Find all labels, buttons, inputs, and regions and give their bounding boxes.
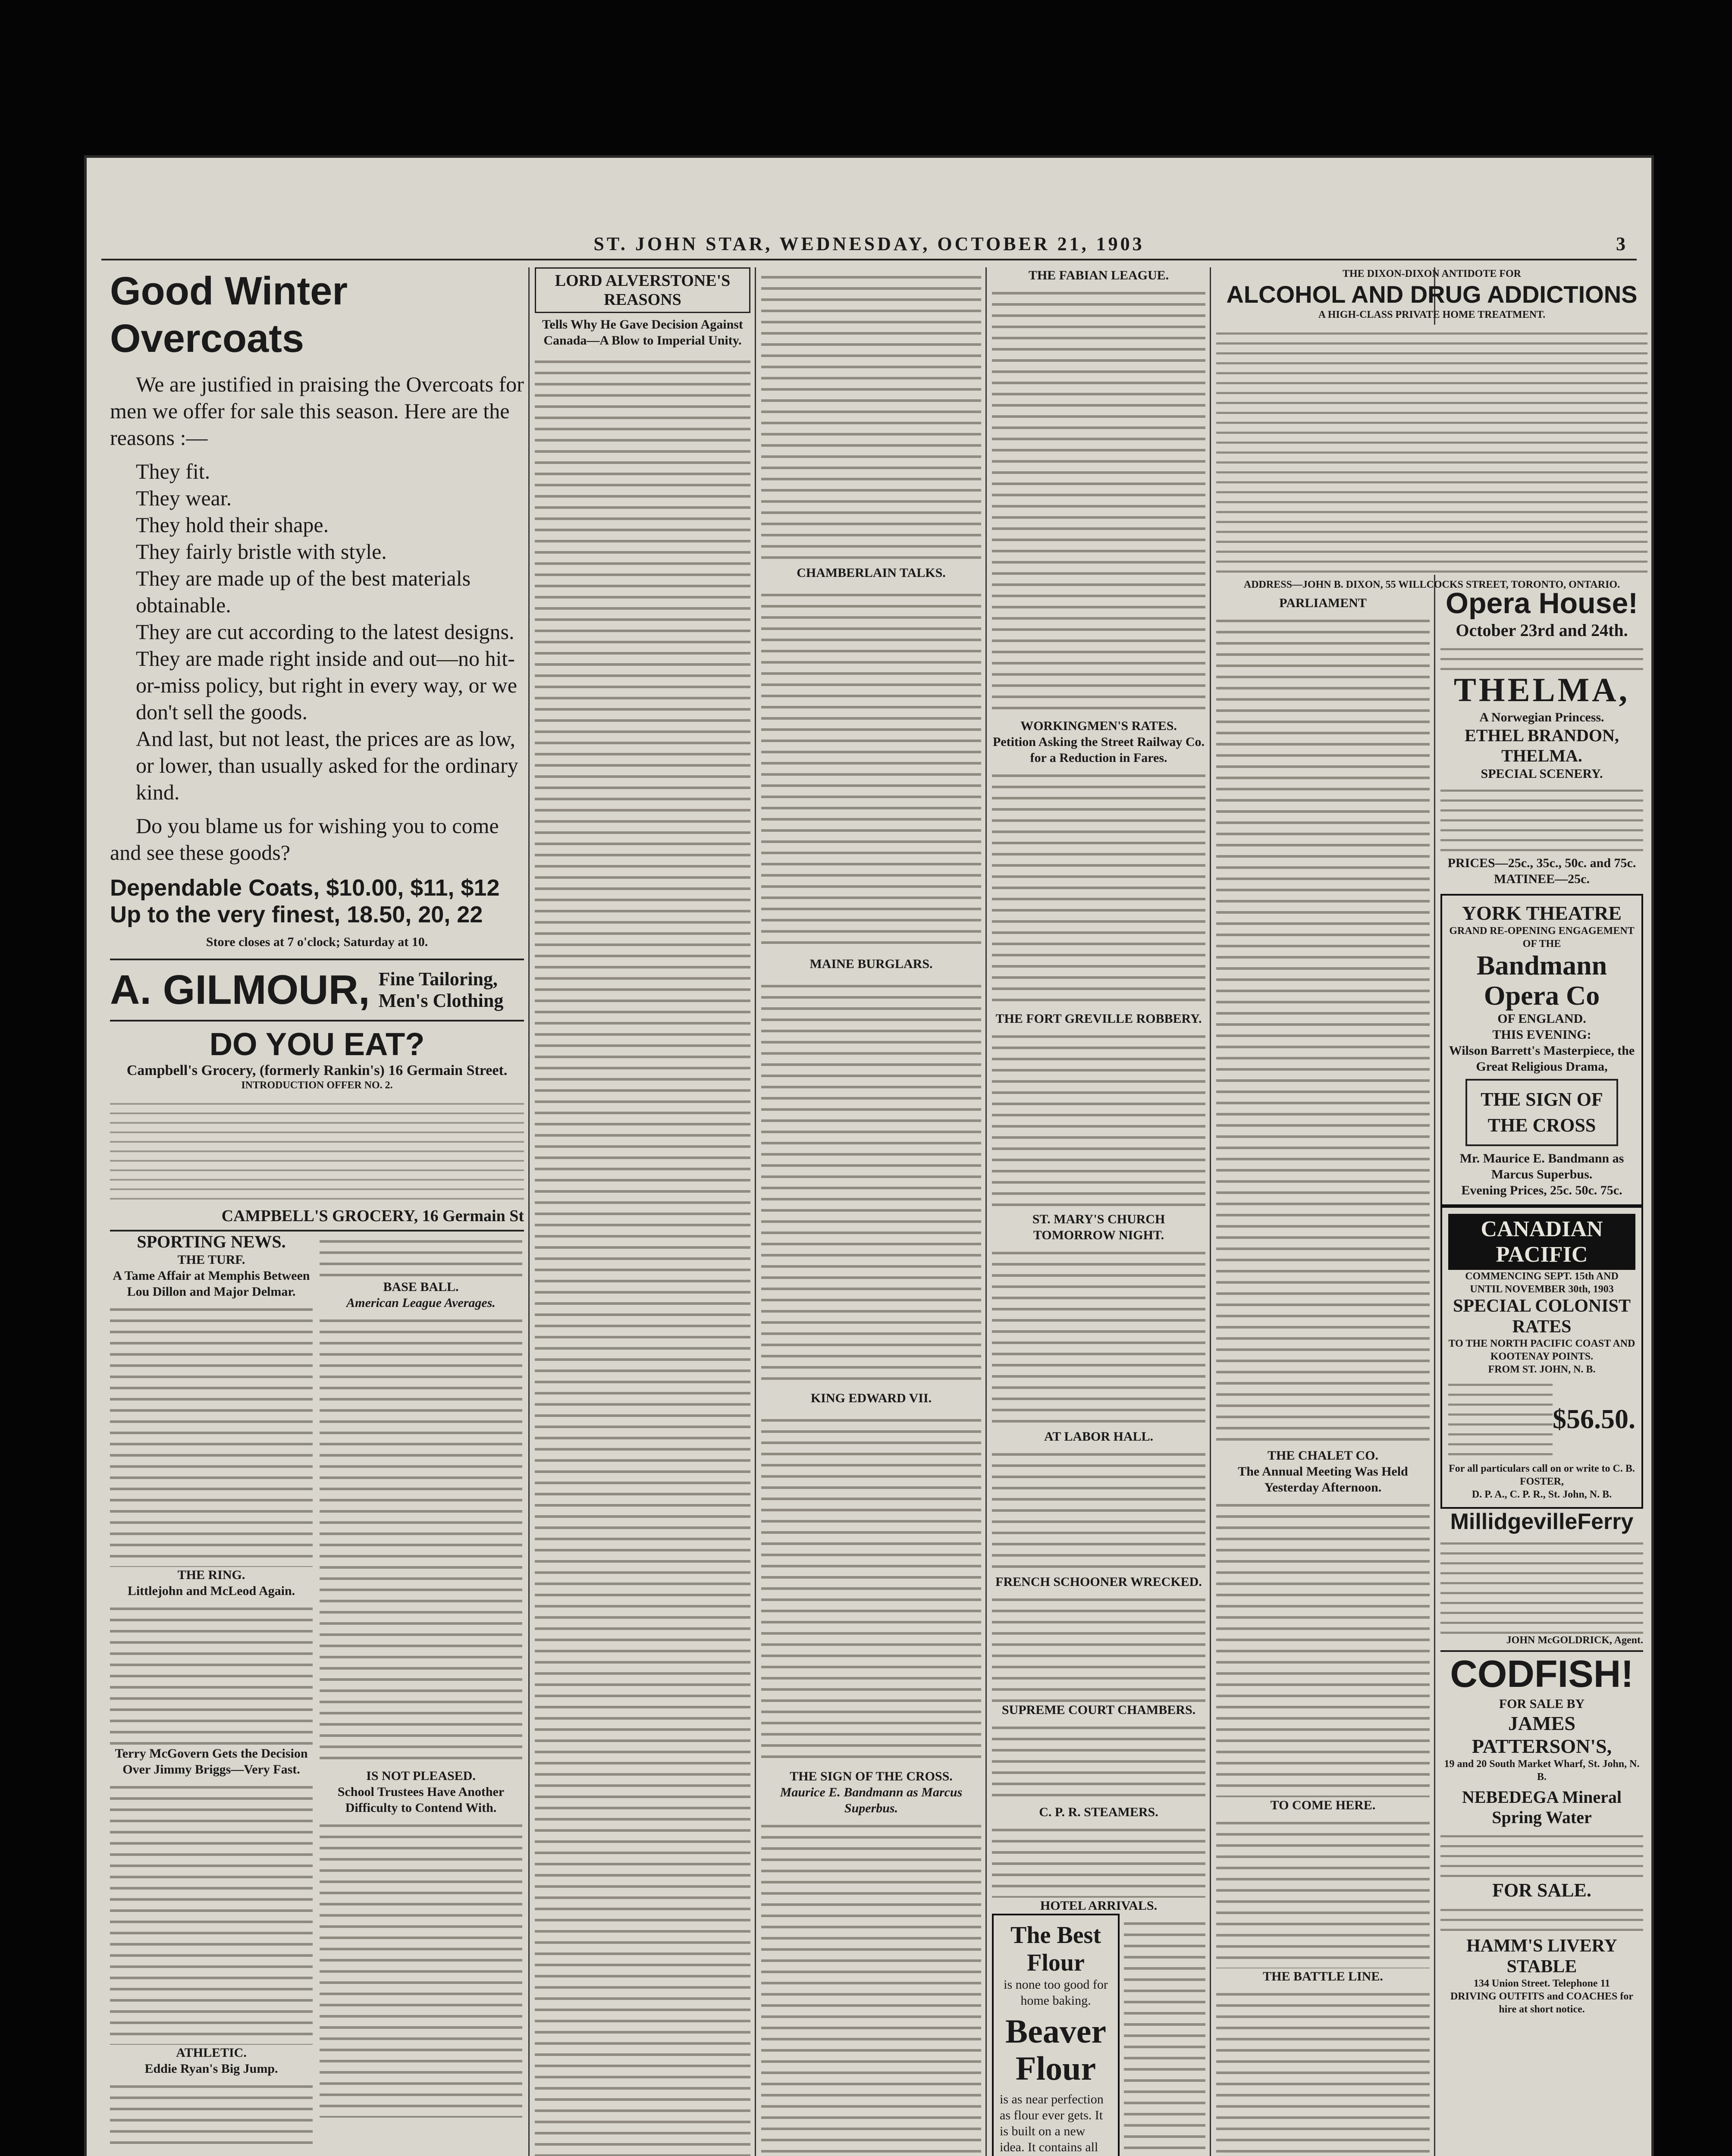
beaver-flour-ad [992, 1914, 1120, 2156]
this-evening: THIS EVENING: [1492, 1028, 1591, 1042]
battle-line-head: THE BATTLE LINE. [1263, 1969, 1383, 1984]
flour-brand: Beaver Flour [1005, 2012, 1106, 2087]
ring-head: THE RING. [177, 1568, 245, 1582]
opera-body [1440, 640, 1643, 671]
chalet-subhead: The Annual Meeting Was Held Yesterday Afternoon. [1238, 1464, 1408, 1495]
reason-item: And last, but not least, the prices are as low, or lower, than usually asked for the ordinary kind. [136, 727, 518, 804]
king-article [761, 1410, 981, 1764]
york-title: YORK THEATRE [1462, 902, 1622, 924]
sign-of-cross-title: THE SIGN OF THE CROSS [1465, 1079, 1618, 1146]
sport-headline-3: Terry McGovern Gets the Decision Over Jimmy Briggs—Very Fast. [115, 1746, 308, 1777]
reason-item: They hold their shape. [136, 513, 329, 537]
baseball-subhead: American League Averages. [346, 1296, 496, 1310]
grocery-subtitle: Campbell's Grocery, (formerly Rankin's) 16 Germain Street. [126, 1062, 508, 1078]
york-theatre-ad [1440, 894, 1643, 1206]
reason-item: They wear. [136, 486, 232, 510]
fort-head: THE FORT GREVILLE ROBBERY. [995, 1012, 1202, 1026]
overcoats-closing: Do you blame us for wishing you to come and see these goods? [110, 814, 499, 865]
cp-rate: $56.50. [1553, 1404, 1635, 1434]
parliament-article [1216, 611, 1430, 1448]
masthead [84, 233, 1654, 255]
gilmour-ad [110, 959, 524, 1014]
gilmour-tagline: Fine Tailoring, Men's Clothing [378, 968, 504, 1011]
labor-head: AT LABOR HALL. [1044, 1429, 1154, 1444]
flour-title: The Best Flour [1010, 1922, 1101, 1976]
do-you-eat-title: DO YOU EAT? [209, 1026, 425, 1062]
ferry-schedule [1440, 1535, 1643, 1634]
hamms-address: 134 Union Street. Telephone 11 [1473, 1978, 1610, 1989]
column-3-article-top [761, 267, 981, 561]
bandmann-title: Bandmann Opera Co [1476, 950, 1607, 1011]
sporting-title: SPORTING NEWS. [137, 1232, 286, 1251]
alcohol-title: ALCOHOL AND DRUG ADDICTIONS [1226, 281, 1638, 308]
ferry-title: MillidgevilleFerry [1450, 1509, 1634, 1534]
bandmann-cast: Mr. Maurice E. Bandmann as Marcus Superbus. [1459, 1151, 1624, 1181]
opera-matinee: MATINEE—25c. [1494, 872, 1590, 886]
sign-cross-subhead: Maurice E. Bandmann as Marcus Superbus. [780, 1785, 963, 1815]
dependable-coats-price: Dependable Coats, $10.00, $11, $12 [110, 875, 500, 901]
column-divider [528, 267, 530, 2156]
sport-headline-2: Littlejohn and McLeod Again. [127, 1584, 295, 1598]
chamberlain-article [761, 585, 981, 952]
column-2 [535, 267, 750, 2156]
workingmen-subhead: Petition Asking the Street Railway Co. for a Reduction in Fares. [992, 735, 1205, 765]
schooner-article [992, 1590, 1205, 1702]
canadian-pacific-title: CANADIAN PACIFIC [1448, 1214, 1635, 1270]
colonist-rates: SPECIAL COLONIST RATES [1453, 1296, 1631, 1337]
column-3 [761, 267, 981, 2156]
cp-footer: For all particulars call on or write to C. B. FOSTER, [1449, 1463, 1635, 1487]
turf-head: THE TURF. [177, 1253, 245, 1267]
thelma-title: THELMA, [1453, 671, 1630, 708]
maine-article [761, 976, 981, 1386]
court-article [992, 1718, 1205, 1804]
battle-line-article [1216, 1984, 1430, 2156]
column-divider [985, 267, 987, 2156]
athletic-head: ATHLETIC. [176, 2046, 247, 2060]
grocery-ad [110, 1020, 524, 1225]
sport-headline-4: Eddie Ryan's Big Jump. [144, 2062, 278, 2076]
opera-title: Opera House! [1446, 587, 1638, 620]
column-4 [992, 267, 1205, 2156]
overcoats-intro: We are justified in praising the Overcoats for men we offer for sale this season. Here are the reasons :— [110, 372, 524, 450]
bandmann-origin: OF ENGLAND. [1497, 1012, 1586, 1026]
baseball-head: BASE BALL. [383, 1280, 459, 1294]
alcohol-address: ADDRESS—JOHN B. DIXON, 55 WILLCOCKS STREET, TORONTO, ONTARIO. [1243, 579, 1620, 590]
ethel-brandon: ETHEL BRANDON, THELMA. [1465, 726, 1619, 765]
masthead-rule [101, 259, 1637, 260]
reason-item: They fit. [136, 459, 210, 483]
reason-item: They are made up of the best materials obtainable. [136, 566, 471, 617]
come-here-article [1216, 1813, 1430, 1968]
sport-article-5 [320, 1232, 522, 1279]
scenery-list [1440, 782, 1643, 855]
cp-destinations [1448, 1376, 1553, 1462]
from-st-john: FROM ST. JOHN, N. B. [1488, 1364, 1596, 1375]
alcohol-subtitle: A HIGH-CLASS PRIVATE HOME TREATMENT. [1318, 309, 1546, 320]
chalet-head: THE CHALET CO. [1267, 1448, 1378, 1463]
stmarys-head: ST. MARY'S CHURCH TOMORROW NIGHT. [1032, 1212, 1165, 1242]
labor-article [992, 1445, 1205, 1574]
evening-prices: Evening Prices, 25c. 50c. 75c. [1461, 1183, 1622, 1197]
not-pleased-subhead: School Trustees Have Another Difficulty to Contend With. [337, 1785, 505, 1815]
canadian-pacific-ad [1440, 1206, 1643, 1509]
cp-agent: D. P. A., C. P. R., St. John, N. B. [1472, 1489, 1612, 1500]
overcoats-ad-title: Good Winter Overcoats [110, 269, 348, 360]
ferry-agent: JOHN McGOLDRICK, Agent. [1506, 1635, 1643, 1646]
maine-head: MAINE BURGLARS. [810, 957, 933, 971]
sport-article-3 [110, 1777, 313, 2045]
sport-article-4 [110, 2077, 313, 2146]
baseball-article [320, 1311, 522, 1768]
sport-article-2 [110, 1599, 313, 1745]
sign-cross-head: THE SIGN OF THE CROSS. [790, 1769, 953, 1783]
come-here-head: TO COME HERE. [1270, 1798, 1376, 1812]
fort-article [992, 1027, 1205, 1208]
alcohol-body [1216, 325, 1647, 575]
grocery-footer: CAMPBELL'S GROCERY, 16 Germain St [221, 1207, 524, 1225]
alverstone-subhead: Tells Why He Gave Decision Against Canada—A Blow to Imperial Unity. [542, 317, 743, 348]
fabian-head: THE FABIAN LEAGUE. [1028, 268, 1169, 282]
chalet-article [1216, 1495, 1430, 1797]
chamberlain-head: CHAMBERLAIN TALKS. [797, 566, 946, 580]
sport-headline-1: A Tame Affair at Memphis Between Lou Dillon and Major Delmar. [113, 1269, 310, 1299]
court-head: SUPREME COURT CHAMBERS. [1001, 1703, 1196, 1717]
sporting-left [110, 1232, 313, 2146]
sport-article-1 [110, 1300, 313, 1567]
sporting-section [110, 1230, 524, 2146]
sign-cross-article [761, 1816, 981, 2156]
opera-prices: PRICES—25c., 35c., 50c. and 75c. [1447, 856, 1636, 870]
hotel-article [1124, 1914, 1205, 2156]
flour-body: is as near perfection as flour ever gets. It is built on a new idea. It contains all [1000, 2092, 1104, 2154]
masthead-title: ST. JOHN STAR, WEDNESDAY, OCTOBER 21, 1903 [593, 233, 1145, 254]
for-sale-body [1440, 1901, 1643, 1936]
patterson-address: 19 and 20 South Market Wharf, St. John, N. B. [1444, 1758, 1640, 1783]
hotel-head: HOTEL ARRIVALS. [1040, 1899, 1158, 1913]
column-1 [110, 267, 524, 2156]
cpr-article [992, 1820, 1205, 1898]
workingmen-article [992, 766, 1205, 1007]
parliament-section [1216, 595, 1430, 2156]
hamms-title: HAMM'S LIVERY STABLE [1466, 1936, 1617, 1977]
alcohol-top: THE DIXON-DIXON ANTIDOTE FOR [1342, 268, 1522, 279]
cp-commencing: COMMENCING SEPT. 15th AND UNTIL NOVEMBER 30th, 1903 [1465, 1271, 1619, 1295]
reasons-list [110, 458, 524, 805]
store-hours: Store closes at 7 o'clock; Saturday at 10. [206, 935, 428, 949]
for-sale-head: FOR SALE. [1492, 1880, 1591, 1901]
not-pleased-article [320, 1816, 522, 2118]
flour-subtitle: is none too good for home baking. [1004, 1977, 1108, 2008]
alverstone-article [535, 352, 750, 2156]
parliament-head: PARLIAMENT [1279, 596, 1367, 610]
opera-dates: October 23rd and 24th. [1456, 620, 1628, 640]
king-head: KING EDWARD VII. [810, 1391, 932, 1405]
thelma-subtitle: A Norwegian Princess. [1479, 710, 1604, 724]
nebedega-title: NEBEDEGA Mineral Spring Water [1462, 1787, 1622, 1827]
workingmen-head: WORKINGMEN'S RATES. [1020, 719, 1177, 733]
alcohol-ad [1216, 267, 1647, 591]
colonist-subtitle: TO THE NORTH PACIFIC COAST AND KOOTENAY POINTS. [1448, 1338, 1635, 1362]
wilson-barrett: Wilson Barrett's Masterpiece, the Great Religious Drama, [1449, 1044, 1635, 1074]
patterson-name: JAMES PATTERSON'S, [1472, 1712, 1612, 1757]
reason-item: They are made right inside and out—no hit-or-miss policy, but right in every way, or we don't sell the goods. [136, 646, 517, 724]
codfish-subtitle: FOR SALE BY [1499, 1697, 1585, 1711]
sporting-right [320, 1232, 522, 2146]
stmarys-article [992, 1243, 1205, 1429]
flour-and-hotel [992, 1914, 1205, 2156]
reason-item: They are cut according to the latest designs. [136, 620, 515, 644]
cpr-head: C. P. R. STEAMERS. [1039, 1805, 1158, 1819]
gilmour-name: A. GILMOUR, [110, 967, 370, 1013]
hamms-tagline: DRIVING OUTFITS and COACHES for hire at short notice. [1450, 1991, 1634, 2015]
codfish-title: CODFISH! [1440, 1650, 1643, 1696]
column-6 [1440, 586, 1643, 2156]
column-divider [1210, 267, 1211, 2156]
not-pleased-head: IS NOT PLEASED. [366, 1769, 476, 1783]
reason-item: They fairly bristle with style. [136, 539, 387, 564]
fabian-article [992, 283, 1205, 714]
nebedega-body [1440, 1827, 1643, 1879]
column-divider [755, 267, 756, 2156]
york-subtitle: GRAND RE-OPENING ENGAGEMENT OF THE [1449, 925, 1635, 950]
grocery-offer: INTRODUCTION OFFER NO. 2. [241, 1080, 393, 1091]
cp-rates [1448, 1376, 1635, 1462]
schooner-head: FRENCH SCHOONER WRECKED. [995, 1575, 1202, 1589]
alverstone-head: LORD ALVERSTONE'S REASONS [535, 267, 750, 313]
newspaper-page [84, 155, 1654, 2156]
special-scenery: SPECIAL SCENERY. [1481, 767, 1603, 781]
page-number: 3 [1616, 233, 1628, 254]
grocery-price-list [110, 1095, 524, 1203]
finest-coats-price: Up to the very finest, 18.50, 20, 22 [110, 902, 483, 928]
